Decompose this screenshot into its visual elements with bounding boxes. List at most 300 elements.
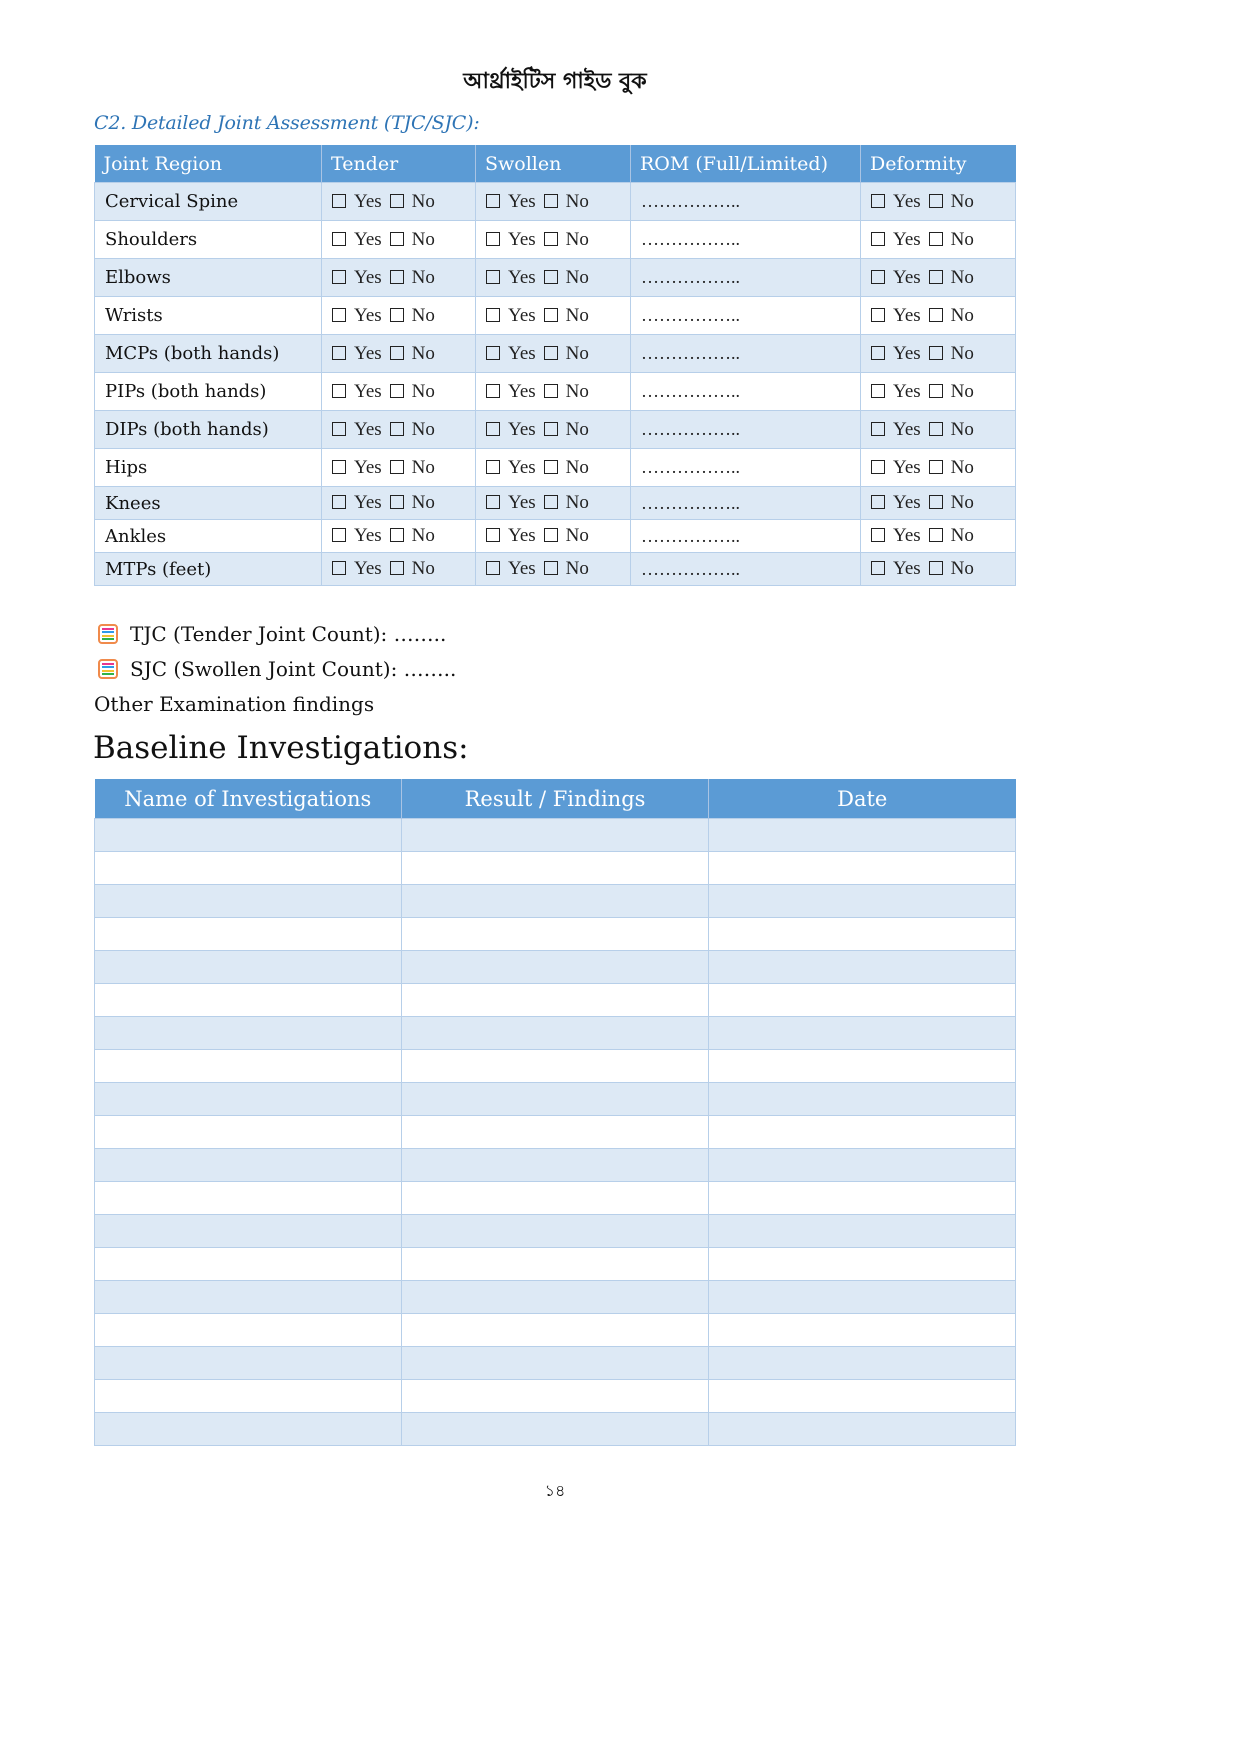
tjc-label: TJC (Tender Joint Count): ……..	[130, 622, 447, 646]
rom-blank: ……………..	[641, 343, 740, 363]
tender-yes-checkbox[interactable]	[332, 194, 346, 208]
deformity-yes-checkbox[interactable]	[871, 384, 885, 398]
swollen-cell	[476, 487, 631, 520]
investigation-row	[95, 1050, 1016, 1083]
investigation-row	[95, 1182, 1016, 1215]
tender-no-label: No	[411, 304, 435, 326]
joint-row	[95, 221, 1016, 259]
column-header-date: Date	[709, 779, 1016, 819]
rom-blank: ……………..	[641, 191, 740, 211]
page-header: আর্থ্রাইটিস গাইড বুক	[463, 69, 647, 94]
deformity-yes-checkbox[interactable]	[871, 460, 885, 474]
result-findings-cell[interactable]	[402, 819, 709, 852]
swollen-no-label: No	[565, 228, 589, 250]
rom-cell[interactable]	[631, 221, 861, 259]
swollen-yes-label: Yes	[508, 418, 536, 440]
deformity-yes-checkbox[interactable]	[871, 346, 885, 360]
date-cell[interactable]	[709, 918, 1016, 951]
investigation-row	[95, 1116, 1016, 1149]
tender-yes-checkbox[interactable]	[332, 346, 346, 360]
rom-blank: ……………..	[641, 305, 740, 325]
deformity-no-label: No	[950, 228, 974, 250]
tender-yes-checkbox[interactable]	[332, 460, 346, 474]
investigation-row	[95, 984, 1016, 1017]
joint-region-cell: DIPs (both hands)	[95, 411, 322, 449]
date-cell[interactable]	[709, 1347, 1016, 1380]
joint-region-cell: MTPs (feet)	[95, 553, 322, 586]
swollen-yes-label: Yes	[508, 456, 536, 478]
rom-blank: ……………..	[641, 492, 740, 513]
rom-cell[interactable]	[631, 259, 861, 297]
deformity-no-checkbox[interactable]	[929, 528, 943, 542]
deformity-no-checkbox[interactable]	[929, 384, 943, 398]
rom-cell[interactable]	[631, 297, 861, 335]
swollen-cell	[476, 520, 631, 553]
deformity-no-label: No	[950, 558, 974, 579]
date-cell[interactable]	[709, 1248, 1016, 1281]
investigation-name-cell[interactable]	[95, 918, 402, 951]
result-findings-cell[interactable]	[402, 1149, 709, 1182]
swollen-cell	[476, 221, 631, 259]
investigation-row	[95, 1347, 1016, 1380]
result-findings-cell[interactable]	[402, 1182, 709, 1215]
swollen-cell	[476, 553, 631, 586]
deformity-cell	[861, 335, 1016, 373]
joint-row	[95, 411, 1016, 449]
tender-yes-label: Yes	[354, 304, 382, 326]
result-findings-cell[interactable]	[402, 1413, 709, 1446]
result-findings-cell[interactable]	[402, 885, 709, 918]
investigation-row	[95, 819, 1016, 852]
deformity-yes-label: Yes	[893, 266, 921, 288]
deformity-yes-label: Yes	[893, 380, 921, 402]
investigations-table	[94, 779, 1016, 1446]
tender-yes-checkbox[interactable]	[332, 270, 346, 284]
tender-no-label: No	[411, 525, 435, 546]
swollen-no-checkbox[interactable]	[544, 194, 558, 208]
deformity-no-label: No	[950, 456, 974, 478]
date-cell[interactable]	[709, 852, 1016, 885]
deformity-no-checkbox[interactable]	[929, 232, 943, 246]
deformity-no-checkbox[interactable]	[929, 460, 943, 474]
swollen-no-checkbox[interactable]	[544, 422, 558, 436]
date-cell[interactable]	[709, 951, 1016, 984]
investigation-name-cell[interactable]	[95, 1083, 402, 1116]
deformity-yes-label: Yes	[893, 342, 921, 364]
rom-blank: ……………..	[641, 229, 740, 249]
swollen-yes-label: Yes	[508, 190, 536, 212]
tender-yes-label: Yes	[354, 228, 382, 250]
investigation-name-cell[interactable]	[95, 1380, 402, 1413]
deformity-cell	[861, 553, 1016, 586]
investigation-row	[95, 918, 1016, 951]
investigation-name-cell[interactable]	[95, 852, 402, 885]
investigation-row	[95, 885, 1016, 918]
date-cell[interactable]	[709, 1413, 1016, 1446]
result-findings-cell[interactable]	[402, 1380, 709, 1413]
date-cell[interactable]	[709, 1215, 1016, 1248]
deformity-yes-checkbox[interactable]	[871, 308, 885, 322]
rom-cell[interactable]	[631, 373, 861, 411]
swollen-yes-label: Yes	[508, 558, 536, 579]
tender-cell	[322, 221, 476, 259]
tender-cell	[322, 487, 476, 520]
tender-no-checkbox[interactable]	[390, 528, 404, 542]
date-cell[interactable]	[709, 1149, 1016, 1182]
column-header-deformity: Deformity	[861, 145, 1016, 183]
investigation-name-cell[interactable]	[95, 1413, 402, 1446]
investigation-name-cell[interactable]	[95, 1248, 402, 1281]
date-cell[interactable]	[709, 1314, 1016, 1347]
swollen-no-label: No	[565, 304, 589, 326]
rom-blank: ……………..	[641, 525, 740, 546]
tender-no-label: No	[411, 456, 435, 478]
tender-no-checkbox[interactable]	[390, 460, 404, 474]
swollen-yes-checkbox[interactable]	[486, 384, 500, 398]
baseline-investigations-title: Baseline Investigations:	[93, 730, 469, 766]
tender-yes-checkbox[interactable]	[332, 422, 346, 436]
swollen-no-checkbox[interactable]	[544, 270, 558, 284]
joint-region-cell: Knees	[95, 487, 322, 520]
tender-yes-label: Yes	[354, 492, 382, 513]
swollen-no-label: No	[565, 342, 589, 364]
swollen-no-label: No	[565, 525, 589, 546]
investigation-row	[95, 1281, 1016, 1314]
column-header-joint-region: Joint Region	[95, 145, 322, 183]
tender-yes-checkbox[interactable]	[332, 528, 346, 542]
joint-region-cell: Cervical Spine	[95, 183, 322, 221]
swollen-cell	[476, 449, 631, 487]
result-findings-cell[interactable]	[402, 984, 709, 1017]
swollen-no-checkbox[interactable]	[544, 232, 558, 246]
deformity-no-label: No	[950, 380, 974, 402]
deformity-yes-checkbox[interactable]	[871, 495, 885, 509]
deformity-yes-checkbox[interactable]	[871, 194, 885, 208]
swollen-yes-checkbox[interactable]	[486, 270, 500, 284]
tender-no-checkbox[interactable]	[390, 384, 404, 398]
result-findings-cell[interactable]	[402, 1050, 709, 1083]
joint-region-cell: Elbows	[95, 259, 322, 297]
swollen-yes-label: Yes	[508, 228, 536, 250]
swollen-no-checkbox[interactable]	[544, 495, 558, 509]
tender-cell	[322, 520, 476, 553]
rom-blank: ……………..	[641, 419, 740, 439]
result-findings-cell[interactable]	[402, 852, 709, 885]
investigation-row	[95, 1149, 1016, 1182]
deformity-no-label: No	[950, 304, 974, 326]
tender-yes-checkbox[interactable]	[332, 232, 346, 246]
sjc-line	[98, 657, 456, 681]
swollen-no-label: No	[565, 380, 589, 402]
swollen-cell	[476, 297, 631, 335]
investigation-name-cell[interactable]	[95, 951, 402, 984]
swollen-yes-checkbox[interactable]	[486, 422, 500, 436]
swollen-cell	[476, 411, 631, 449]
tjc-line	[98, 622, 446, 646]
joint-region-cell: Wrists	[95, 297, 322, 335]
deformity-yes-label: Yes	[893, 304, 921, 326]
sjc-label: SJC (Swollen Joint Count): ……..	[130, 657, 457, 681]
tender-no-label: No	[411, 418, 435, 440]
tender-no-label: No	[411, 558, 435, 579]
rom-cell[interactable]	[631, 449, 861, 487]
joint-region-cell: MCPs (both hands)	[95, 335, 322, 373]
rom-blank: ……………..	[641, 381, 740, 401]
deformity-cell	[861, 520, 1016, 553]
swollen-no-checkbox[interactable]	[544, 561, 558, 575]
tender-cell	[322, 411, 476, 449]
swollen-yes-label: Yes	[508, 380, 536, 402]
tender-yes-checkbox[interactable]	[332, 561, 346, 575]
result-findings-cell[interactable]	[402, 1314, 709, 1347]
deformity-no-checkbox[interactable]	[929, 308, 943, 322]
joint-region-cell: Hips	[95, 449, 322, 487]
tender-cell	[322, 183, 476, 221]
tender-cell	[322, 335, 476, 373]
joint-row	[95, 297, 1016, 335]
column-header-tender: Tender	[322, 145, 476, 183]
investigation-name-cell[interactable]	[95, 1314, 402, 1347]
tender-no-checkbox[interactable]	[390, 495, 404, 509]
deformity-no-checkbox[interactable]	[929, 561, 943, 575]
date-cell[interactable]	[709, 1380, 1016, 1413]
swollen-cell	[476, 259, 631, 297]
result-findings-cell[interactable]	[402, 1248, 709, 1281]
tender-no-label: No	[411, 190, 435, 212]
swollen-cell	[476, 335, 631, 373]
tender-yes-label: Yes	[354, 525, 382, 546]
result-findings-cell[interactable]	[402, 918, 709, 951]
swollen-no-label: No	[565, 190, 589, 212]
swollen-no-checkbox[interactable]	[544, 384, 558, 398]
result-findings-cell[interactable]	[402, 1116, 709, 1149]
investigation-row	[95, 1248, 1016, 1281]
deformity-no-checkbox[interactable]	[929, 270, 943, 284]
swollen-yes-checkbox[interactable]	[486, 561, 500, 575]
swollen-yes-checkbox[interactable]	[486, 232, 500, 246]
result-findings-cell[interactable]	[402, 1017, 709, 1050]
date-cell[interactable]	[709, 1116, 1016, 1149]
deformity-cell	[861, 487, 1016, 520]
swollen-yes-label: Yes	[508, 492, 536, 513]
tender-no-checkbox[interactable]	[390, 232, 404, 246]
investigation-name-cell[interactable]	[95, 1050, 402, 1083]
investigation-row	[95, 1413, 1016, 1446]
joint-row	[95, 259, 1016, 297]
result-findings-cell[interactable]	[402, 1281, 709, 1314]
investigation-name-cell[interactable]	[95, 819, 402, 852]
joint-region-cell: Ankles	[95, 520, 322, 553]
tender-cell	[322, 449, 476, 487]
tender-no-checkbox[interactable]	[390, 308, 404, 322]
tender-cell	[322, 373, 476, 411]
swollen-yes-checkbox[interactable]	[486, 495, 500, 509]
joint-assessment-table	[94, 145, 1016, 586]
result-findings-cell[interactable]	[402, 1347, 709, 1380]
investigation-name-cell[interactable]	[95, 1017, 402, 1050]
deformity-no-label: No	[950, 266, 974, 288]
deformity-yes-checkbox[interactable]	[871, 270, 885, 284]
deformity-no-label: No	[950, 342, 974, 364]
result-findings-cell[interactable]	[402, 951, 709, 984]
swollen-no-label: No	[565, 558, 589, 579]
deformity-cell	[861, 183, 1016, 221]
swollen-yes-checkbox[interactable]	[486, 308, 500, 322]
rom-blank: ……………..	[641, 457, 740, 477]
investigation-name-cell[interactable]	[95, 1182, 402, 1215]
date-cell[interactable]	[709, 885, 1016, 918]
tender-yes-label: Yes	[354, 380, 382, 402]
column-header-swollen: Swollen	[476, 145, 631, 183]
joint-row	[95, 520, 1016, 553]
rom-cell[interactable]	[631, 553, 861, 586]
joint-row	[95, 373, 1016, 411]
investigation-row	[95, 1314, 1016, 1347]
date-cell[interactable]	[709, 1182, 1016, 1215]
deformity-no-checkbox[interactable]	[929, 495, 943, 509]
tender-yes-checkbox[interactable]	[332, 495, 346, 509]
date-cell[interactable]	[709, 1050, 1016, 1083]
deformity-no-label: No	[950, 525, 974, 546]
investigation-name-cell[interactable]	[95, 1281, 402, 1314]
tender-no-checkbox[interactable]	[390, 270, 404, 284]
date-cell[interactable]	[709, 1083, 1016, 1116]
result-findings-cell[interactable]	[402, 1215, 709, 1248]
joint-row	[95, 487, 1016, 520]
tender-yes-label: Yes	[354, 190, 382, 212]
joint-row	[95, 449, 1016, 487]
deformity-cell	[861, 221, 1016, 259]
deformity-yes-label: Yes	[893, 190, 921, 212]
rom-cell[interactable]	[631, 335, 861, 373]
joint-region-cell: PIPs (both hands)	[95, 373, 322, 411]
tender-yes-label: Yes	[354, 456, 382, 478]
swollen-no-checkbox[interactable]	[544, 528, 558, 542]
tender-cell	[322, 259, 476, 297]
deformity-yes-label: Yes	[893, 492, 921, 513]
tender-no-label: No	[411, 380, 435, 402]
date-cell[interactable]	[709, 1017, 1016, 1050]
rom-cell[interactable]	[631, 520, 861, 553]
swollen-yes-label: Yes	[508, 525, 536, 546]
tender-yes-label: Yes	[354, 342, 382, 364]
tender-yes-checkbox[interactable]	[332, 308, 346, 322]
swollen-no-checkbox[interactable]	[544, 346, 558, 360]
deformity-yes-label: Yes	[893, 228, 921, 250]
investigations-header-row	[95, 779, 1016, 819]
deformity-yes-checkbox[interactable]	[871, 528, 885, 542]
tender-no-checkbox[interactable]	[390, 561, 404, 575]
deformity-cell	[861, 297, 1016, 335]
tender-yes-label: Yes	[354, 558, 382, 579]
joint-row	[95, 183, 1016, 221]
deformity-yes-checkbox[interactable]	[871, 232, 885, 246]
deformity-cell	[861, 373, 1016, 411]
swollen-yes-checkbox[interactable]	[486, 460, 500, 474]
date-cell[interactable]	[709, 819, 1016, 852]
swollen-yes-label: Yes	[508, 304, 536, 326]
result-findings-cell[interactable]	[402, 1083, 709, 1116]
tender-yes-label: Yes	[354, 266, 382, 288]
deformity-cell	[861, 259, 1016, 297]
other-examination-findings-label: Other Examination findings	[94, 692, 375, 716]
investigation-name-cell[interactable]	[95, 1149, 402, 1182]
swollen-yes-checkbox[interactable]	[486, 346, 500, 360]
swollen-no-checkbox[interactable]	[544, 460, 558, 474]
abacus-icon	[98, 624, 118, 644]
swollen-no-label: No	[565, 418, 589, 440]
page-number: ১৪	[544, 1481, 566, 1500]
tender-no-checkbox[interactable]	[390, 422, 404, 436]
tender-cell	[322, 297, 476, 335]
column-header-result-findings: Result / Findings	[402, 779, 709, 819]
date-cell[interactable]	[709, 1281, 1016, 1314]
investigation-row	[95, 1215, 1016, 1248]
rom-cell[interactable]	[631, 487, 861, 520]
deformity-yes-label: Yes	[893, 525, 921, 546]
tender-no-label: No	[411, 266, 435, 288]
swollen-no-label: No	[565, 456, 589, 478]
deformity-no-label: No	[950, 190, 974, 212]
investigation-row	[95, 1380, 1016, 1413]
deformity-no-checkbox[interactable]	[929, 422, 943, 436]
investigation-row	[95, 1017, 1016, 1050]
deformity-yes-checkbox[interactable]	[871, 561, 885, 575]
deformity-no-checkbox[interactable]	[929, 194, 943, 208]
investigation-name-cell[interactable]	[95, 1215, 402, 1248]
tender-no-label: No	[411, 492, 435, 513]
swollen-yes-label: Yes	[508, 342, 536, 364]
section-title: C2. Detailed Joint Assessment (TJC/SJC):	[94, 112, 480, 134]
deformity-cell	[861, 449, 1016, 487]
swollen-cell	[476, 373, 631, 411]
investigation-name-cell[interactable]	[95, 984, 402, 1017]
swollen-no-checkbox[interactable]	[544, 308, 558, 322]
investigation-name-cell[interactable]	[95, 885, 402, 918]
swollen-cell	[476, 183, 631, 221]
joint-row	[95, 553, 1016, 586]
tender-no-label: No	[411, 228, 435, 250]
swollen-no-label: No	[565, 266, 589, 288]
deformity-yes-label: Yes	[893, 456, 921, 478]
rom-blank: ……………..	[641, 267, 740, 287]
abacus-icon	[98, 659, 118, 679]
deformity-yes-label: Yes	[893, 558, 921, 579]
rom-cell[interactable]	[631, 411, 861, 449]
investigation-row	[95, 951, 1016, 984]
tender-no-checkbox[interactable]	[390, 346, 404, 360]
investigation-row	[95, 1083, 1016, 1116]
date-cell[interactable]	[709, 984, 1016, 1017]
tender-yes-checkbox[interactable]	[332, 384, 346, 398]
swollen-yes-checkbox[interactable]	[486, 194, 500, 208]
tender-no-checkbox[interactable]	[390, 194, 404, 208]
investigation-name-cell[interactable]	[95, 1347, 402, 1380]
rom-blank: ……………..	[641, 558, 740, 579]
column-header-name-of-investigations: Name of Investigations	[95, 779, 402, 819]
joint-row	[95, 335, 1016, 373]
swollen-yes-checkbox[interactable]	[486, 528, 500, 542]
swollen-no-label: No	[565, 492, 589, 513]
deformity-cell	[861, 411, 1016, 449]
investigation-name-cell[interactable]	[95, 1116, 402, 1149]
joint-table-header-row	[95, 145, 1016, 183]
rom-cell[interactable]	[631, 183, 861, 221]
investigation-row	[95, 852, 1016, 885]
tender-yes-label: Yes	[354, 418, 382, 440]
deformity-yes-checkbox[interactable]	[871, 422, 885, 436]
deformity-no-checkbox[interactable]	[929, 346, 943, 360]
